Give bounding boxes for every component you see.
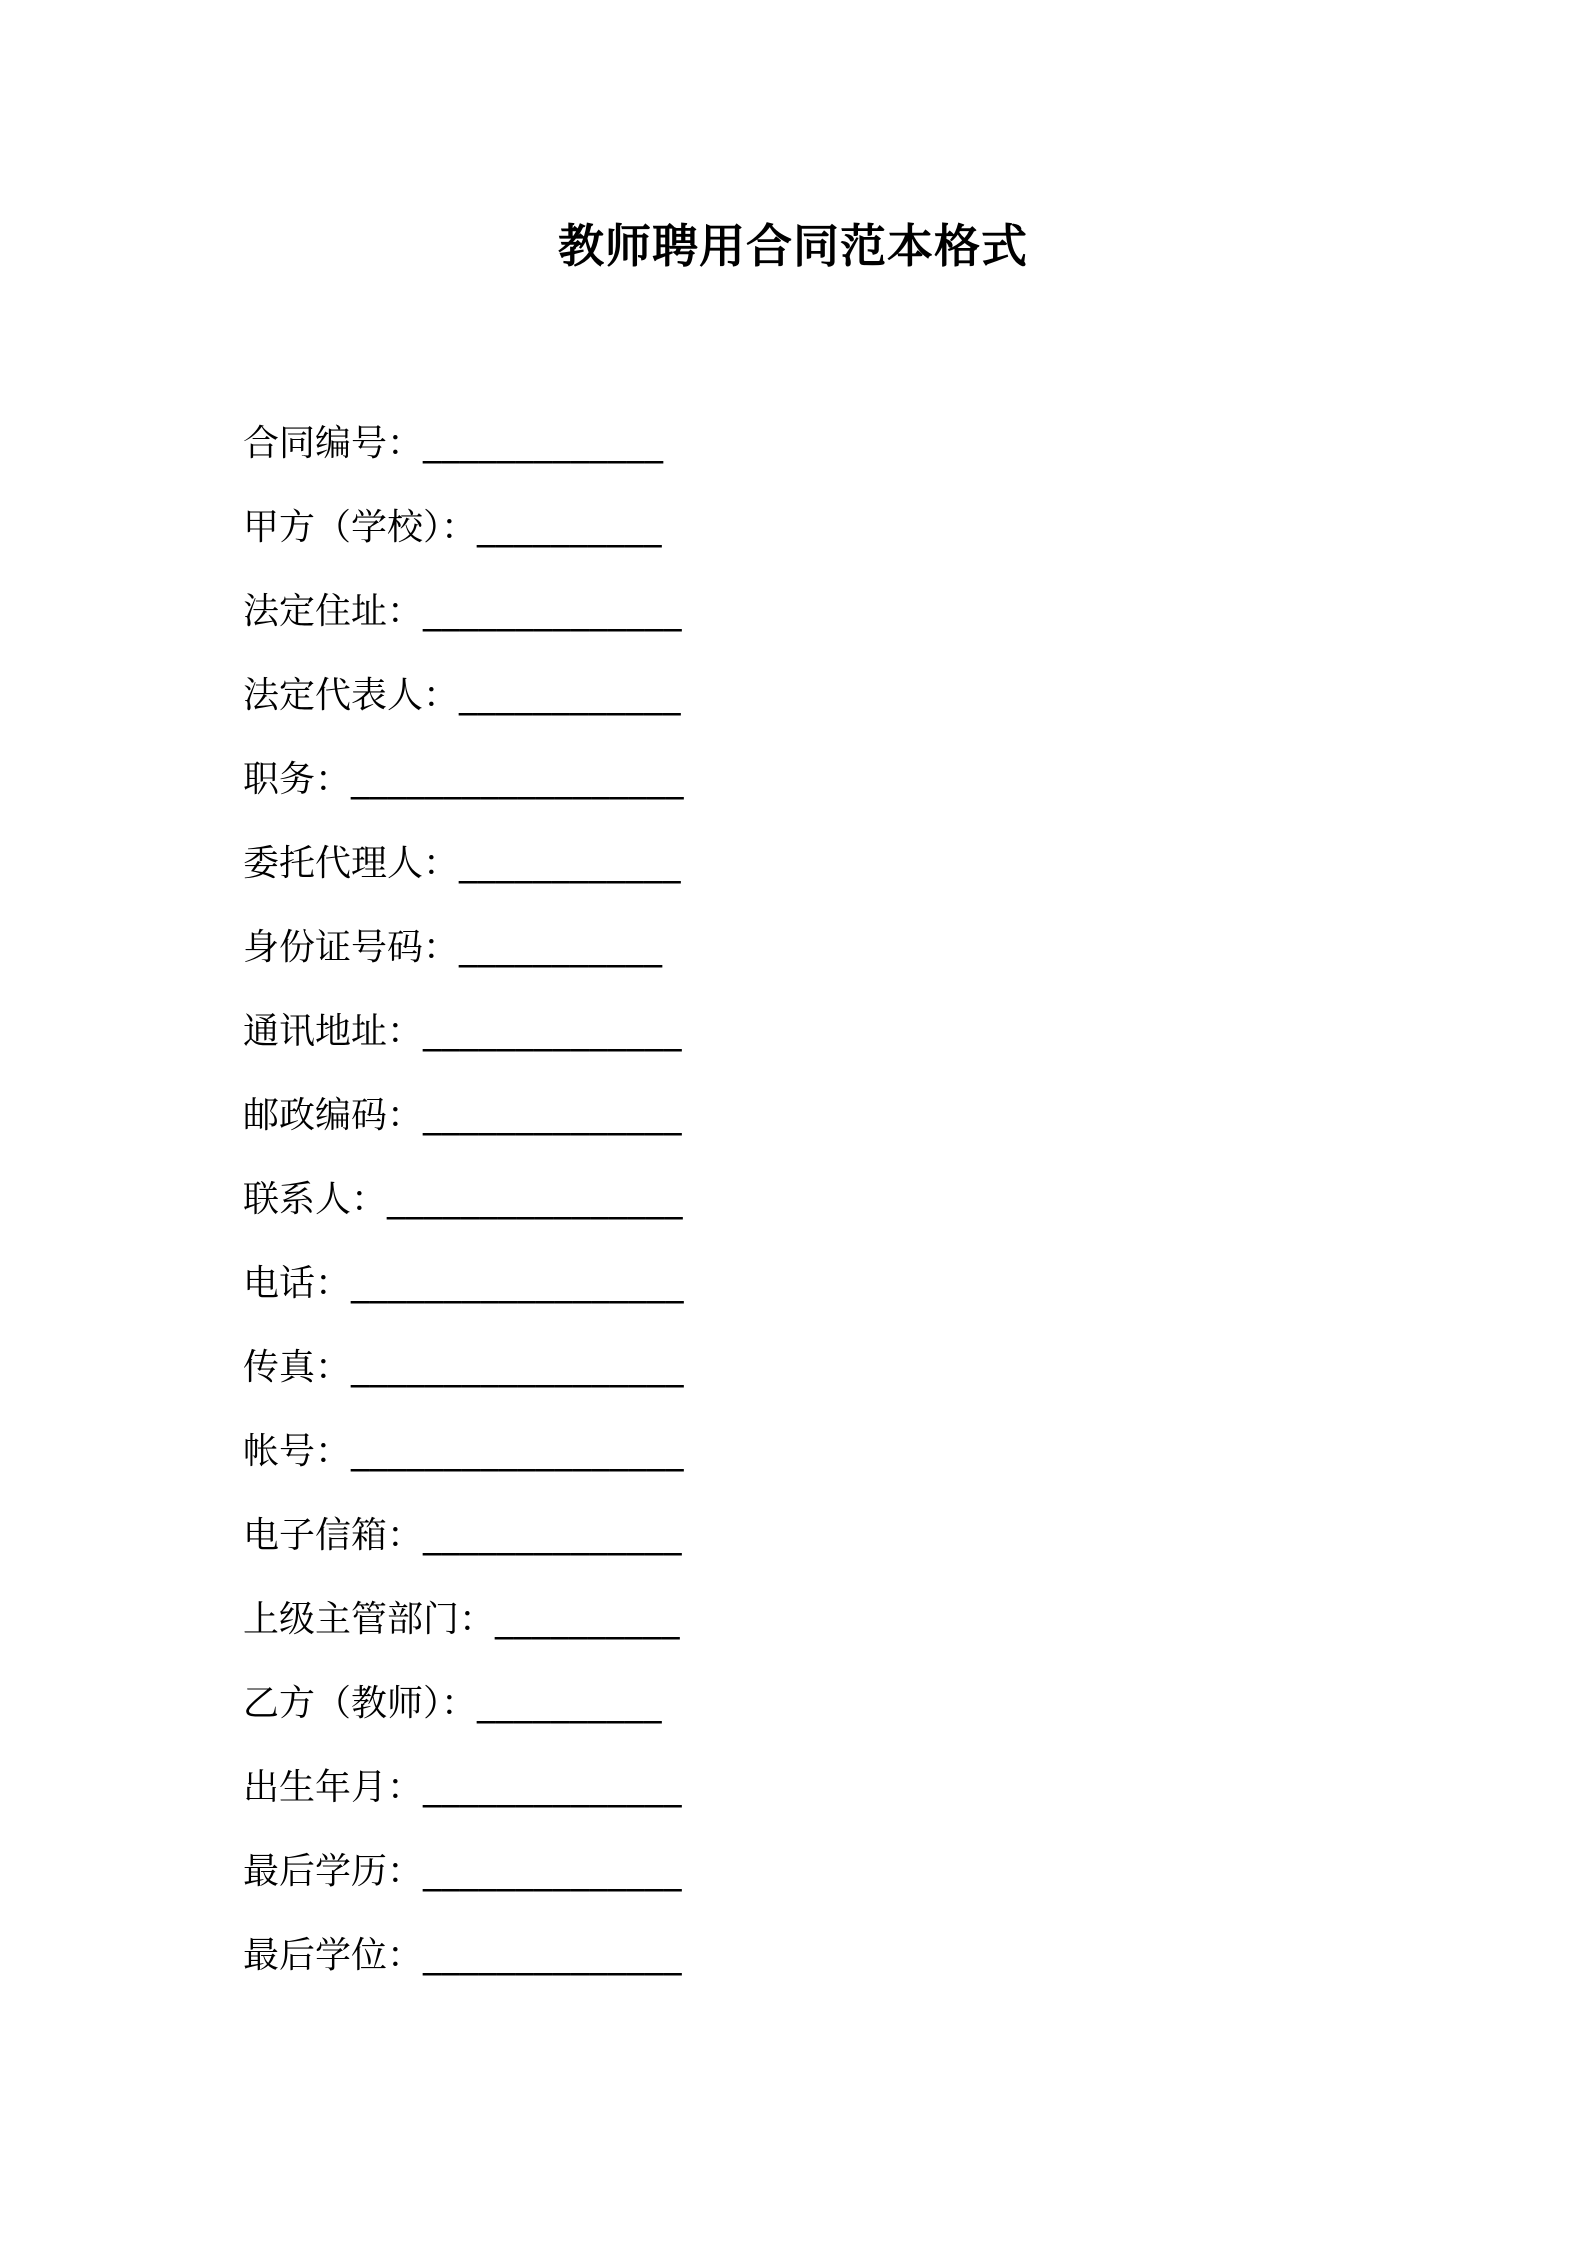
field-label: 帐号： <box>243 1431 352 1472</box>
blank-line: __________________ <box>351 1431 685 1472</box>
document-title: 教师聘用合同范本格式 <box>558 219 1028 273</box>
blank-line: __________ <box>477 1683 663 1724</box>
field-label: 电子信箱： <box>243 1515 424 1556</box>
field-label: 电话： <box>243 1263 352 1304</box>
field-position <box>243 738 1343 822</box>
field-label: 传真： <box>243 1347 352 1388</box>
field-email <box>243 1494 1343 1578</box>
field-label: 乙方（教师）： <box>243 1683 478 1724</box>
field-label: 身份证号码： <box>243 927 460 968</box>
field-party-b-teacher <box>243 1662 1343 1746</box>
field-supervising-department <box>243 1578 1343 1662</box>
blank-line: __________________ <box>351 759 685 800</box>
blank-line: ______________ <box>423 1515 683 1556</box>
blank-line: __________________ <box>351 1263 685 1304</box>
blank-line: __________ <box>495 1599 681 1640</box>
field-contract-number <box>243 402 1343 486</box>
field-label: 最后学位： <box>243 1935 424 1976</box>
field-label: 法定住址： <box>243 591 424 632</box>
field-phone <box>243 1242 1343 1326</box>
blank-line: ___________ <box>459 927 663 968</box>
field-legal-address <box>243 570 1343 654</box>
field-label: 合同编号： <box>243 423 424 464</box>
field-label: 联系人： <box>243 1179 388 1220</box>
field-label: 法定代表人： <box>243 675 460 716</box>
contract-field-list <box>243 402 1343 1998</box>
blank-line: __________________ <box>351 1347 685 1388</box>
field-party-a-school <box>243 486 1343 570</box>
blank-line: ____________ <box>459 675 682 716</box>
blank-line: ______________ <box>423 1767 683 1808</box>
field-birth-date <box>243 1746 1343 1830</box>
blank-line: ____________ <box>459 843 682 884</box>
field-mailing-address <box>243 990 1343 1074</box>
field-contact-person <box>243 1158 1343 1242</box>
field-postal-code <box>243 1074 1343 1158</box>
field-label: 最后学历： <box>243 1851 424 1892</box>
field-label: 职务： <box>243 759 352 800</box>
blank-line: __________ <box>477 507 663 548</box>
field-label: 出生年月： <box>243 1767 424 1808</box>
blank-line: _____________ <box>423 423 664 464</box>
field-label: 上级主管部门： <box>243 1599 496 1640</box>
field-authorized-agent <box>243 822 1343 906</box>
field-label: 通讯地址： <box>243 1011 424 1052</box>
field-fax <box>243 1326 1343 1410</box>
field-label: 邮政编码： <box>243 1095 424 1136</box>
field-label: 甲方（学校）： <box>243 507 478 548</box>
blank-line: ______________ <box>423 1095 683 1136</box>
field-account <box>243 1410 1343 1494</box>
field-label: 委托代理人： <box>243 843 460 884</box>
blank-line: ________________ <box>387 1179 684 1220</box>
blank-line: ______________ <box>423 1851 683 1892</box>
blank-line: ______________ <box>423 1011 683 1052</box>
field-highest-degree <box>243 1914 1343 1998</box>
field-id-number <box>243 906 1343 990</box>
blank-line: ______________ <box>423 591 683 632</box>
field-legal-representative <box>243 654 1343 738</box>
blank-line: ______________ <box>423 1935 683 1976</box>
field-highest-education <box>243 1830 1343 1914</box>
